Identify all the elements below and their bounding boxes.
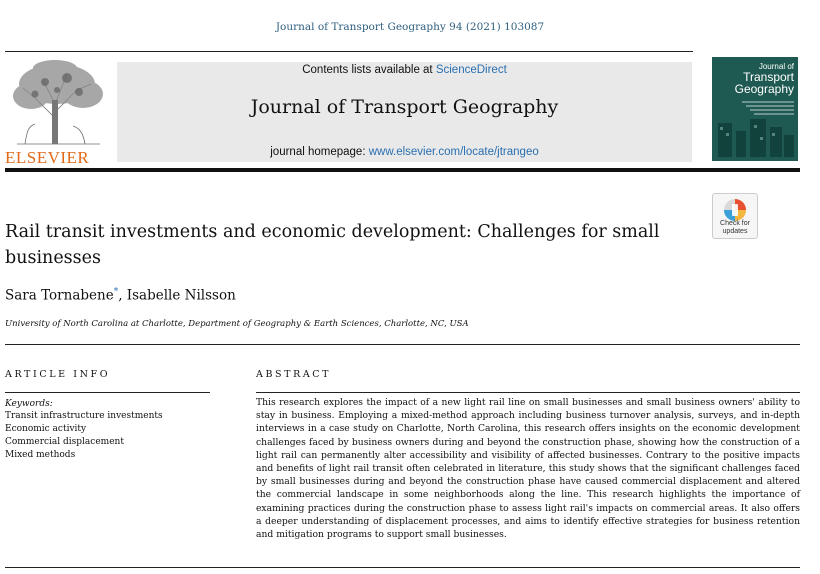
abstract-text: This research explores the impact of a new light rail line on small businesses and small business owners' ability to stay in business. Employing a mixed-method approach including business turnover analysis, surveys, and in-depth interviews in a case study on Charlotte, North Carolina, this research offers insights on the economic development challenges faced by business owners during and beyond the construction phase, showing how the construction of a light rail can permanently alter accessibility and visibility of affected businesses. Contrary to the positive impacts and benefits of light rail transit often celebrated in literature, this study shows that the significant challenges faced by small businesses during and beyond the construction phase have caused commercial displacement and altered the commercial landscape in some neighborhoods along the line. This research highlights the importance of examining practices during the construction phase to assess light rail's impacts on commercial areas. It also offers a deeper understanding of displacement processes, and aims to identify effective strategies for business retention and mitigation programs to support small businesses. [256, 397, 800, 541]
journal-banner [117, 62, 692, 162]
author-separator: , [118, 287, 127, 304]
crossmark-label [713, 220, 757, 235]
journal-title: Journal of Transport Geography [250, 96, 559, 118]
contents-list-line [117, 64, 692, 76]
crossmark-line1: Check for [720, 220, 750, 228]
elsevier-logo [5, 60, 110, 165]
article-title: Rail transit investments and economic development: Challenges for small businesses [5, 222, 660, 268]
journal-homepage-link[interactable]: www.elsevier.com/locate/jtrangeo [368, 146, 539, 158]
abstract-heading: ABSTRACT [256, 369, 332, 380]
keyword-item: Transit infrastructure investments [5, 411, 163, 421]
affiliation: University of North Carolina at Charlotte, Department of Geography & Earth Sciences, Charlotte, NC, USA [5, 319, 469, 329]
cover-title-line1: Journal of [758, 62, 794, 71]
cover-title-line3: Geography [734, 82, 794, 96]
crossmark-line2: updates [722, 227, 748, 235]
article-info-rule [5, 392, 210, 393]
header-top-rule [5, 51, 693, 52]
homepage-prefix: journal homepage: [270, 146, 369, 158]
keyword-list [5, 410, 163, 462]
keyword-item: Commercial displacement [5, 437, 124, 447]
sciencedirect-link[interactable]: ScienceDirect [435, 64, 507, 76]
journal-citation: Journal of Transport Geography 94 (2021) 103087 [275, 21, 545, 33]
keyword-item: Mixed methods [5, 450, 76, 460]
cover-title-line2: Transport [743, 70, 794, 84]
keyword-item: Economic activity [5, 424, 87, 434]
elsevier-wordmark[interactable]: ELSEVIER [5, 148, 90, 167]
footer-rule [5, 567, 800, 568]
header-bottom-rule [5, 168, 800, 172]
contents-prefix: Contents lists available at [302, 64, 436, 76]
corresponding-author-mark[interactable]: * [113, 287, 119, 297]
elsevier-tree-icon [5, 60, 110, 146]
keywords-label: Keywords: [5, 399, 53, 409]
author-name[interactable]: Isabelle Nilsson [126, 287, 236, 304]
author-name[interactable]: Sara Tornabene [5, 287, 114, 304]
author-list [5, 287, 236, 304]
check-for-updates-badge[interactable] [712, 193, 758, 239]
journal-cover[interactable] [712, 57, 798, 161]
cover-art-icon [712, 57, 798, 161]
section-divider [5, 344, 800, 345]
abstract-rule [256, 392, 800, 393]
homepage-line [117, 146, 692, 158]
article-info-heading: ARTICLE INFO [5, 369, 111, 380]
